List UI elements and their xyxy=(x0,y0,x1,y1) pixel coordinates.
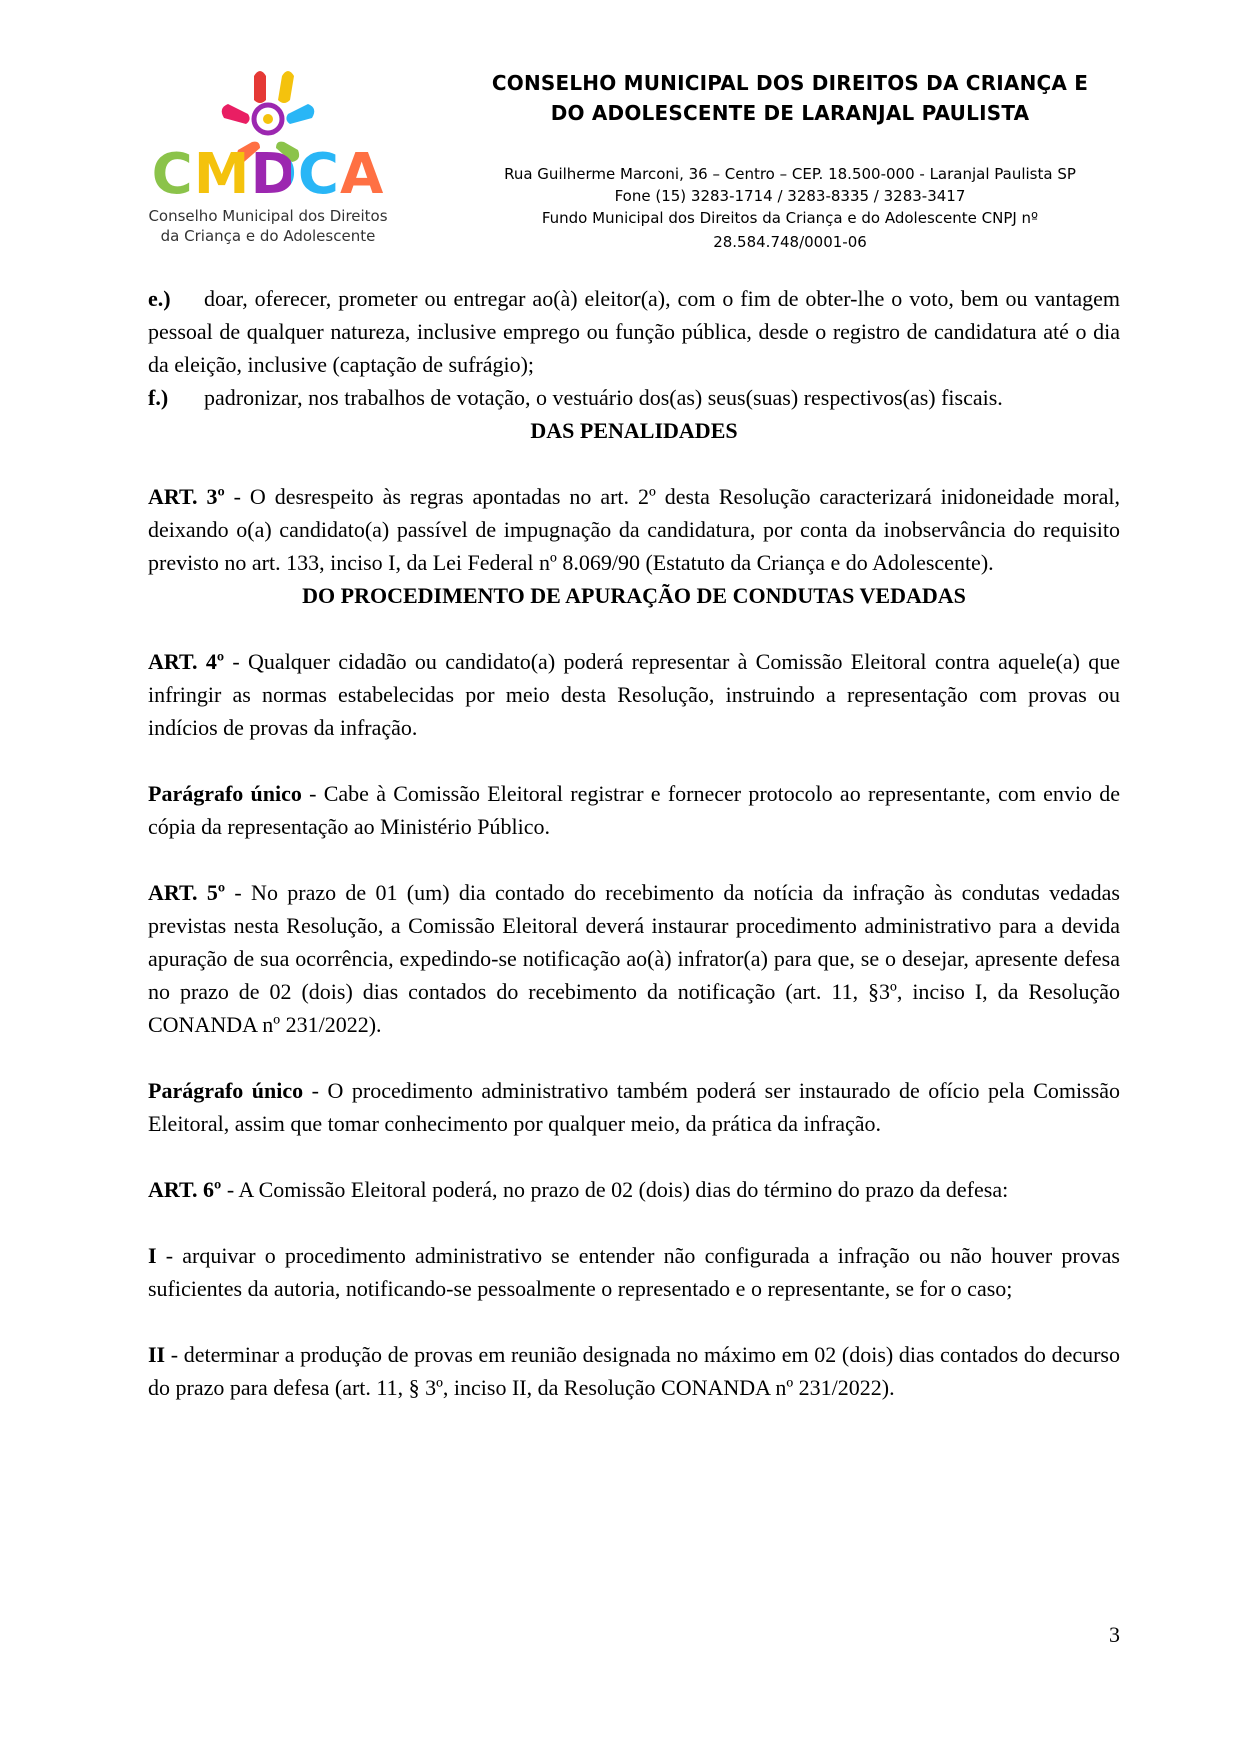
item-e-text: doar, oferecer, prometer ou entregar ao(à) eleitor(a), com o fim de obter-lhe o voto, bem ou vantagem pessoal de qualquer natureza, inclusive emprego ou função pública, desde o registro de candidatura até o dia da eleição, inclusive (captação de sufrágio); xyxy=(148,286,1120,377)
inciso-1 xyxy=(148,1239,1120,1305)
paragraph-unico-1-label: Parágrafo único xyxy=(148,781,302,806)
article-5 xyxy=(148,876,1120,1041)
article-6-text: - A Comissão Eleitoral poderá, no prazo de 02 (dois) dias do término do prazo da defesa: xyxy=(221,1177,1009,1202)
inciso-1-label: I xyxy=(148,1243,157,1268)
paragraph-unico-2-label: Parágrafo único xyxy=(148,1078,304,1103)
header-phone: Fone (15) 3283-1714 / 3283-8335 / 3283-3417 xyxy=(614,187,966,205)
header-contact xyxy=(420,163,1160,253)
inciso-2-label: II xyxy=(148,1342,166,1367)
logo-acronym xyxy=(138,142,398,207)
inciso-2-text: - determinar a produção de provas em reunião designada no máximo em 02 (dois) dias contados do decurso do prazo para defesa (art. 11, § 3º, inciso II, da Resolução CONANDA nº 231/2022). xyxy=(148,1342,1120,1400)
article-5-label: ART. 5º xyxy=(148,880,226,905)
article-6 xyxy=(148,1173,1120,1206)
logo-acronym-text: CMDCA xyxy=(151,142,385,207)
logo-name-line2: da Criança e do Adolescente xyxy=(160,227,376,245)
cmdca-logo xyxy=(138,64,398,264)
header-cnpj: 28.584.748/0001-06 xyxy=(713,233,867,251)
item-e xyxy=(148,282,1120,381)
paragraph-unico-2-text: - O procedimento administrativo também poderá ser instaurado de ofício pela Comissão Eleitoral, assim que tomar conhecimento por qualquer meio, da prática da infração. xyxy=(148,1078,1120,1136)
item-f xyxy=(148,381,1120,414)
article-4 xyxy=(148,645,1120,744)
paragraph-unico-1 xyxy=(148,777,1120,843)
article-3-text: - O desrespeito às regras apontadas no art. 2º desta Resolução caracterizará inidoneidade moral, deixando o(a) candidato(a) passível de impugnação da candidatura, por conta da inobservância do requisito previsto no art. 133, inciso I, da Lei Federal nº 8.069/90 (Estatuto da Criança e do Adolescente). xyxy=(148,484,1120,575)
article-6-label: ART. 6º xyxy=(148,1177,222,1202)
inciso-1-text: - arquivar o procedimento administrativo se entender não configurada a infração ou não houver provas suficientes da autoria, notificando-se pessoalmente o representado e o representante, se for o caso; xyxy=(148,1243,1120,1301)
article-3-label: ART. 3º xyxy=(148,484,225,509)
item-f-text: padronizar, nos trabalhos de votação, o vestuário dos(as) seus(suas) respectivos(as) fiscais. xyxy=(204,385,1003,410)
article-3 xyxy=(148,480,1120,579)
item-e-label: e.) xyxy=(148,286,171,311)
article-5-text: - No prazo de 01 (um) dia contado do recebimento da notícia da infração às condutas vedadas previstas nesta Resolução, a Comissão Eleitoral deverá instaurar procedimento administrativo para a devida apuração de sua ocorrência, expedindo-se notificação ao(à) infrator(a) para que, se o desejar, apresente defesa no prazo de 02 (dois) dias contados do recebimento da notificação (art. 11, §3º, inciso I, da Resolução CONANDA nº 231/2022). xyxy=(148,880,1120,1037)
inciso-2 xyxy=(148,1338,1120,1404)
article-4-text: - Qualquer cidadão ou candidato(a) poderá representar à Comissão Eleitoral contra aquele(a) que infringir as normas estabelecidas por meio desta Resolução, instruindo a representação com provas ou indícios de provas da infração. xyxy=(148,649,1120,740)
paragraph-unico-2 xyxy=(148,1074,1120,1140)
section-heading-penalidades: DAS PENALIDADES xyxy=(530,418,738,443)
header-title-line2: DO ADOLESCENTE DE LARANJAL PAULISTA xyxy=(550,101,1030,125)
header-fund: Fundo Municipal dos Direitos da Criança e do Adolescente CNPJ nº xyxy=(541,209,1039,227)
article-4-label: ART. 4º xyxy=(148,649,225,674)
item-f-label: f.) xyxy=(148,385,169,410)
logo-name xyxy=(138,206,398,246)
header-address: Rua Guilherme Marconi, 36 – Centro – CEP. 18.500-000 - Laranjal Paulista SP xyxy=(504,165,1076,183)
paragraph-unico-1-text: - Cabe à Comissão Eleitoral registrar e fornecer protocolo ao representante, com envio de cópia da representação ao Ministério Público. xyxy=(148,781,1120,839)
document-body xyxy=(148,282,1120,1404)
logo-name-line1: Conselho Municipal dos Direitos xyxy=(148,207,388,225)
header-title xyxy=(440,68,1140,128)
page-number: 3 xyxy=(1109,1622,1120,1647)
section-heading-procedimento: DO PROCEDIMENTO DE APURAÇÃO DE CONDUTAS VEDADAS xyxy=(302,583,966,608)
header-title-line1: CONSELHO MUNICIPAL DOS DIREITOS DA CRIANÇA E xyxy=(491,71,1089,95)
